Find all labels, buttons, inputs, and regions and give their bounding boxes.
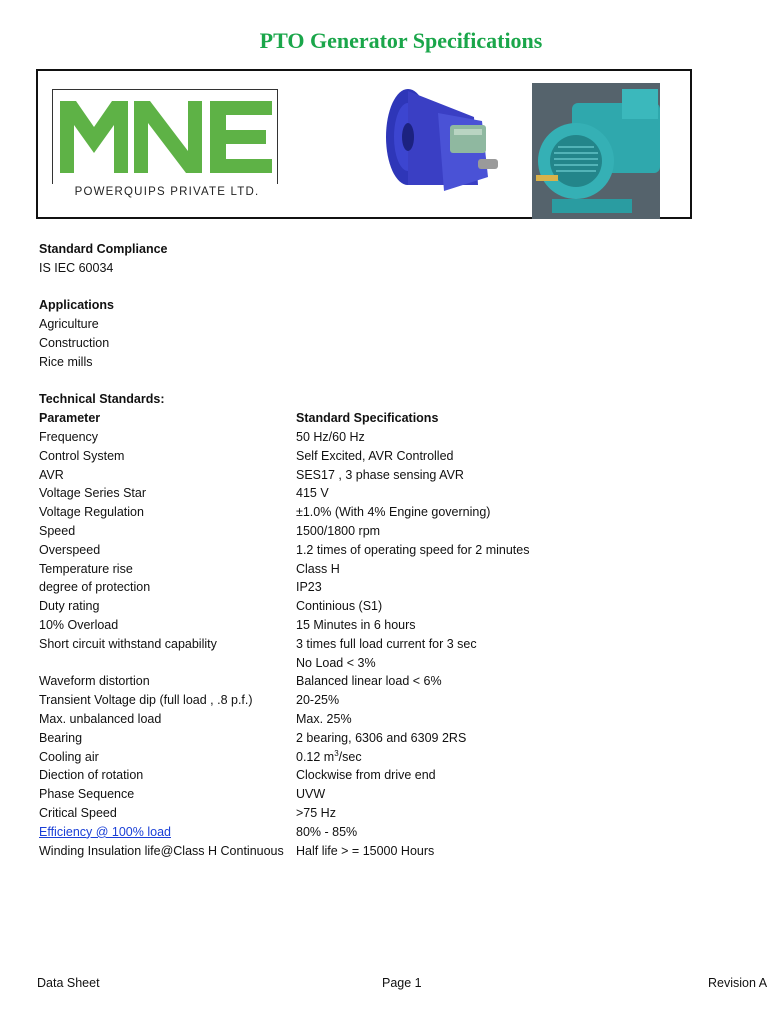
table-row — [39, 654, 759, 673]
parameter-cell: Max. unbalanced load — [39, 711, 162, 726]
table-row — [39, 785, 759, 804]
parameter-cell: Winding Insulation life@Class H Continuous — [39, 843, 284, 858]
table-row — [39, 447, 759, 466]
specification-cell: Class H — [296, 561, 340, 576]
specification-cell: Max. 25% — [296, 711, 352, 726]
table-row — [39, 466, 759, 485]
specification-cell: 20-25% — [296, 693, 340, 708]
header-banner — [36, 69, 692, 219]
specification-cell: 2 bearing, 6306 and 6309 2RS — [296, 730, 467, 745]
specification-cell: 1.2 times of operating speed for 2 minutes — [296, 542, 530, 557]
table-row — [39, 522, 759, 541]
specification-cell: SES17 , 3 phase sensing AVR — [296, 467, 464, 482]
parameter-cell: AVR — [39, 467, 64, 482]
logo-tagline: POWERQUIPS PRIVATE LTD. — [52, 184, 282, 200]
table-row — [39, 729, 759, 748]
footer-page-number: Page 1 — [382, 976, 422, 990]
technical-standards-heading: Technical Standards: — [39, 392, 165, 407]
parameter-cell — [39, 654, 296, 673]
specification-cell: 0.12 $m^3/\sec$ — [296, 748, 362, 764]
spec-table-body — [39, 428, 759, 748]
table-row — [39, 616, 759, 635]
application-item: Construction — [39, 335, 110, 350]
specification-cell: Continious (S1) — [296, 599, 383, 614]
table-row — [39, 578, 759, 597]
spec-content — [39, 240, 759, 860]
specification-cell: 415 V — [296, 486, 329, 501]
parameter-cell: Short circuit withstand capability — [39, 636, 217, 651]
specification-cell: Self Excited, AVR Controlled — [296, 448, 454, 463]
parameter-cell: Speed — [39, 523, 76, 538]
table-row — [39, 597, 759, 616]
specification-cell: 1500/1800 rpm — [296, 523, 381, 538]
standard-compliance-value: IS IEC 60034 — [39, 260, 114, 275]
specification-cell: 15 Minutes in 6 hours — [296, 617, 416, 632]
page-title: PTO Generator Specifications — [259, 28, 543, 53]
parameter-cell: Frequency — [39, 429, 99, 444]
mne-logo-mark — [60, 101, 272, 173]
spec-table-header — [39, 409, 759, 428]
application-item: Rice mills — [39, 354, 93, 369]
parameter-cell: Transient Voltage dip (full load , .8 p.f.) — [39, 693, 253, 708]
parameter-cell: Phase Sequence — [39, 787, 135, 802]
specification-cell: IP23 — [296, 580, 322, 595]
footer-left: Data Sheet — [37, 976, 100, 990]
parameter-cell: Cooling air — [39, 749, 99, 764]
specification-cell: Half life > = 15000 Hours — [296, 843, 435, 858]
specification-cell: ±1.0% (With 4% Engine governing) — [296, 505, 491, 520]
specification-cell: >75 Hz — [296, 805, 336, 820]
table-row — [39, 691, 759, 710]
table-row — [39, 484, 759, 503]
parameter-cell: Voltage Regulation — [39, 505, 144, 520]
parameter-cell: 10% Overload — [39, 617, 119, 632]
parameter-cell: degree of protection — [39, 580, 151, 595]
specification-cell: 3 times full load current for 3 sec — [296, 636, 477, 651]
spec-table-body-continued — [39, 766, 759, 822]
table-row — [39, 748, 759, 767]
specification-cell: UVW — [296, 787, 326, 802]
parameter-cell: Duty rating — [39, 599, 100, 614]
table-row — [39, 766, 759, 785]
application-item: Agriculture — [39, 317, 99, 332]
company-logo — [52, 89, 282, 197]
footer-revision: Revision A — [708, 976, 768, 990]
table-row — [39, 842, 759, 861]
parameter-cell: Overspeed — [39, 542, 101, 557]
parameter-cell: Diection of rotation — [39, 768, 144, 783]
table-row — [39, 541, 759, 560]
table-row — [39, 503, 759, 522]
parameter-cell: Voltage Series Star — [39, 486, 147, 501]
table-row — [39, 635, 759, 654]
generator-photo — [532, 83, 660, 219]
parameter-cell: Bearing — [39, 730, 83, 745]
table-row — [39, 710, 759, 729]
table-row — [39, 560, 759, 579]
applications-heading: Applications — [39, 298, 115, 313]
standard-compliance-heading: Standard Compliance — [39, 242, 168, 256]
parameter-cell: Control System — [39, 448, 125, 463]
parameter-cell: Temperature rise — [39, 561, 133, 576]
parameter-cell: Waveform distortion — [39, 674, 150, 689]
table-row — [39, 823, 759, 842]
pto-gearbox-photo — [378, 81, 502, 209]
specification-cell: Clockwise from drive end — [296, 768, 436, 783]
specification-cell: 80% - 85% — [296, 824, 358, 839]
column-header-specification: Standard Specifications — [296, 411, 439, 426]
table-row — [39, 672, 759, 691]
specification-cell: 50 Hz/60 Hz — [296, 429, 365, 444]
table-row — [39, 428, 759, 447]
column-header-parameter: Parameter — [39, 411, 101, 426]
table-row — [39, 804, 759, 823]
specification-cell: No Load < 3% — [296, 655, 376, 670]
efficiency-link[interactable]: Efficiency @ 100% load — [39, 824, 171, 839]
specification-cell: Balanced linear load < 6% — [296, 674, 442, 689]
parameter-cell: Critical Speed — [39, 805, 117, 820]
